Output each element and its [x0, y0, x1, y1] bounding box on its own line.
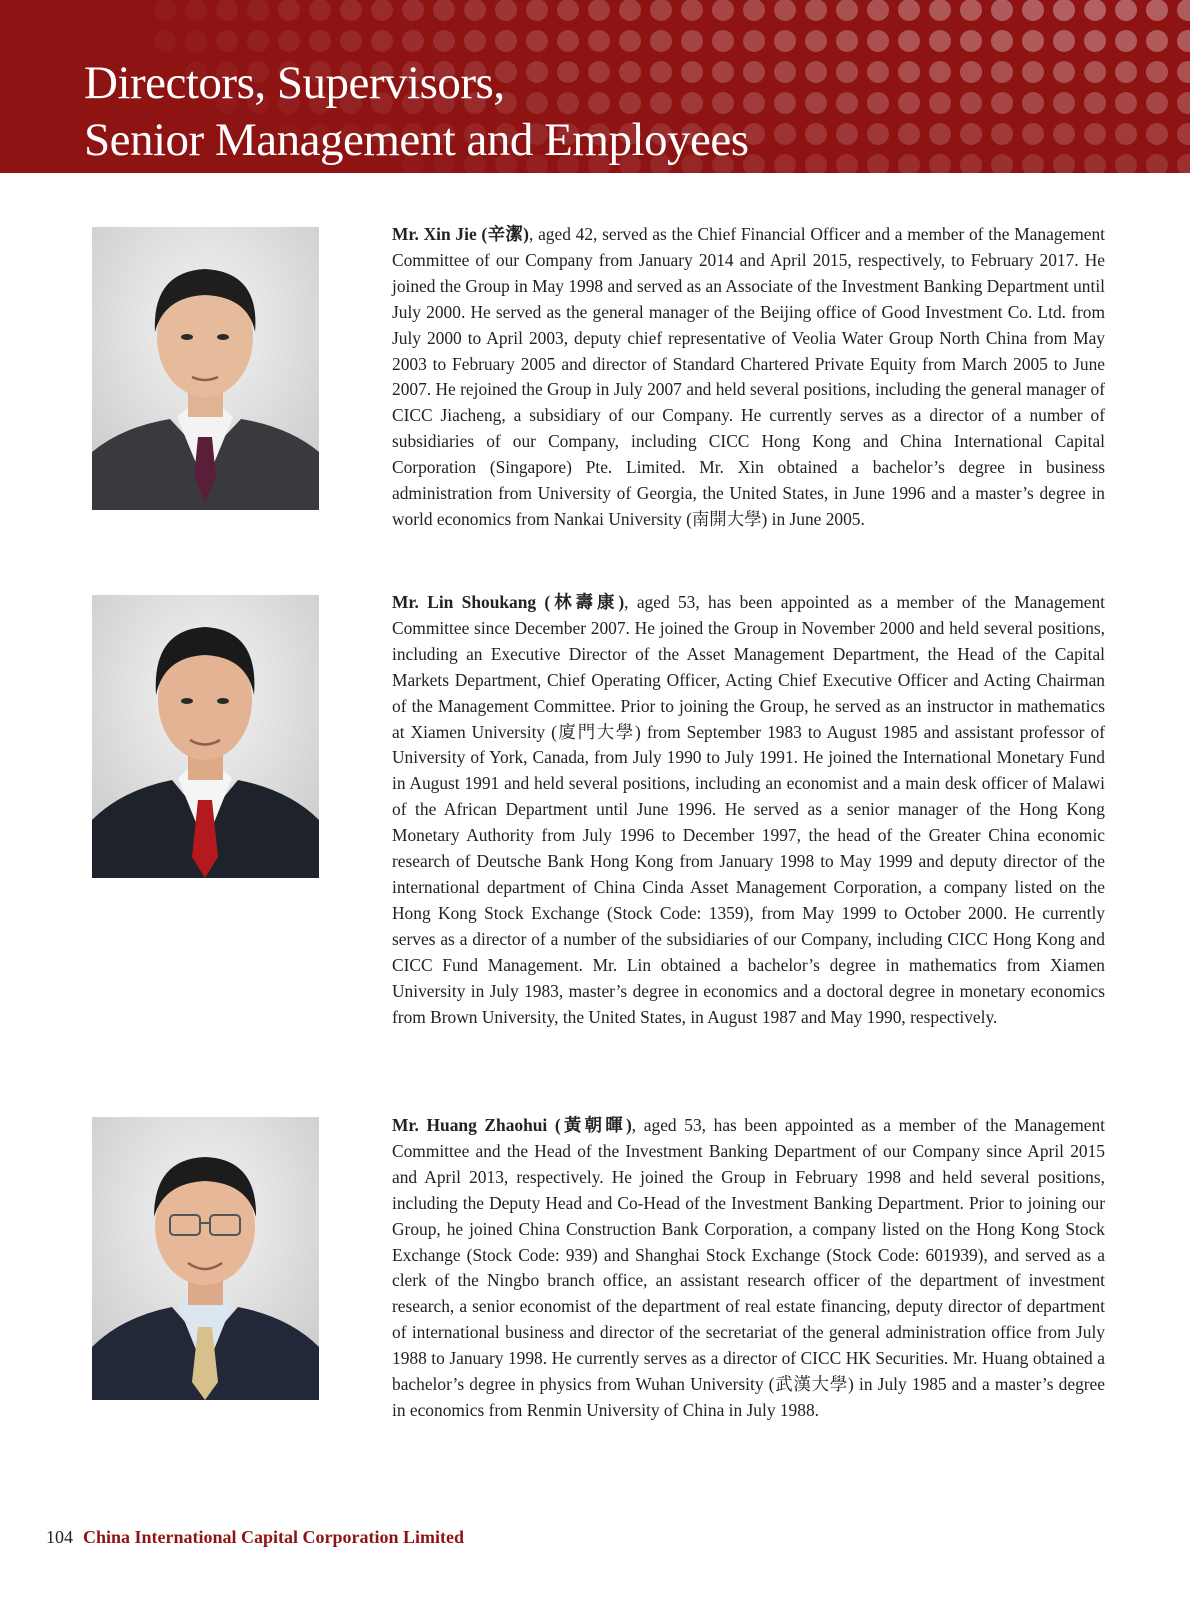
- decorative-dot: [588, 30, 610, 52]
- decorative-dot: [464, 30, 486, 52]
- decorative-dot: [991, 30, 1013, 52]
- decorative-dot: [588, 0, 610, 21]
- decorative-dot: [836, 154, 858, 173]
- decorative-dot: [1053, 154, 1075, 173]
- decorative-dot: [340, 30, 362, 52]
- decorative-dot: [867, 30, 889, 52]
- bio-name: Mr. Xin Jie (辛潔): [392, 224, 529, 244]
- decorative-dot: [402, 30, 424, 52]
- decorative-dot: [619, 30, 641, 52]
- decorative-dot: [154, 0, 176, 21]
- decorative-dot: [960, 154, 982, 173]
- decorative-dot: [836, 123, 858, 145]
- decorative-dot: [278, 30, 300, 52]
- decorative-dot: [836, 61, 858, 83]
- page-title-line-1: Directors, Supervisors,: [84, 57, 505, 109]
- decorative-dot: [433, 0, 455, 21]
- decorative-dot: [278, 0, 300, 21]
- decorative-dot: [960, 123, 982, 145]
- decorative-dot: [1177, 61, 1190, 83]
- decorative-dot: [1146, 61, 1168, 83]
- decorative-dot: [774, 92, 796, 114]
- decorative-dot: [1115, 154, 1137, 173]
- decorative-dot: [557, 0, 579, 21]
- decorative-dot: [960, 61, 982, 83]
- decorative-dot: [495, 30, 517, 52]
- decorative-dot: [836, 92, 858, 114]
- decorative-dot: [1115, 123, 1137, 145]
- decorative-dot: [1053, 123, 1075, 145]
- page-header-banner: [0, 0, 1190, 173]
- decorative-dot: [929, 0, 951, 21]
- bio-paragraph-lin-shoukang: [392, 590, 1105, 1030]
- decorative-dot: [1053, 61, 1075, 83]
- decorative-dot: [1022, 0, 1044, 21]
- decorative-dot: [1084, 0, 1106, 21]
- decorative-dot: [1146, 30, 1168, 52]
- decorative-dot: [557, 30, 579, 52]
- portrait-photo-lin-shoukang: [92, 595, 319, 878]
- portrait-photo-huang-zhaohui: [92, 1117, 319, 1400]
- decorative-dot: [681, 0, 703, 21]
- decorative-dot: [1022, 154, 1044, 173]
- decorative-dot: [247, 30, 269, 52]
- decorative-dot: [1053, 30, 1075, 52]
- decorative-dot: [464, 0, 486, 21]
- decorative-dot: [1115, 61, 1137, 83]
- decorative-dot: [1177, 154, 1190, 173]
- decorative-dot: [836, 30, 858, 52]
- decorative-dot: [402, 0, 424, 21]
- decorative-dot: [929, 123, 951, 145]
- decorative-dot: [650, 30, 672, 52]
- decorative-dot: [1053, 92, 1075, 114]
- decorative-dot: [185, 30, 207, 52]
- decorative-dot: [867, 92, 889, 114]
- decorative-dot: [929, 92, 951, 114]
- decorative-dot: [743, 30, 765, 52]
- decorative-dot: [650, 0, 672, 21]
- decorative-dot: [309, 0, 331, 21]
- decorative-dot: [247, 0, 269, 21]
- decorative-dot: [1146, 92, 1168, 114]
- decorative-dot: [991, 92, 1013, 114]
- decorative-dot: [805, 154, 827, 173]
- decorative-dot: [991, 123, 1013, 145]
- decorative-dot: [929, 61, 951, 83]
- bio-text: , aged 53, has been appointed as a member of the Management Committee since December 2007. He joined the Group in November 2000 and held several positions, including an Executive Director of the Asset Management Department, the Head of the Capital Markets Department, Chief Operating Officer, Acting Chief Executive Officer and Acting Chairman of the Management Committee. Prior to joining the Group, he served as an instructor in mathematics at Xiamen University (廈門大學) from September 1983 to August 1985 and assistant professor of University of York, Canada, from July 1990 to July 1991. He joined the International Monetary Fund in August 1991 and held several positions, including an economist and a main desk officer of Malawi of the African Department until June 1996. He served as a senior manager of the Hong Kong Monetary Authority from July 1996 to December 1997, the head of the Greater China economic research of Deutsche Bank Hong Kong from January 1998 to May 1999 and deputy director of the international department of China Cinda Asset Management Corporation, a company listed on the Hong Kong Stock Exchange (Stock Code: 1359), from May 1999 to October 2000. He currently serves as a director of a number of the subsidiaries of our Company, including CICC Hong Kong and CICC Fund Management. Mr. Lin obtained a bachelor’s degree in mathematics from Xiamen University in July 1983, master’s degree in economics and a doctoral degree in monetary economics from Brown University, the United States, in August 1987 and May 1990, respectively.: [392, 592, 1106, 1027]
- decorative-dot: [805, 61, 827, 83]
- decorative-dot: [1022, 30, 1044, 52]
- decorative-dot: [774, 123, 796, 145]
- decorative-dot: [929, 154, 951, 173]
- decorative-dot: [712, 0, 734, 21]
- decorative-dot: [1115, 0, 1137, 21]
- decorative-dot: [1022, 92, 1044, 114]
- decorative-dot: [216, 30, 238, 52]
- decorative-dot: [960, 92, 982, 114]
- decorative-dot: [743, 0, 765, 21]
- decorative-dot: [898, 0, 920, 21]
- page-title-line-2: Senior Management and Employees: [84, 114, 749, 166]
- decorative-dot: [309, 30, 331, 52]
- decorative-dot: [185, 0, 207, 21]
- decorative-dot: [867, 0, 889, 21]
- decorative-dot: [1146, 123, 1168, 145]
- decorative-dot: [774, 154, 796, 173]
- decorative-dot: [1084, 92, 1106, 114]
- decorative-dot: [1146, 154, 1168, 173]
- decorative-dot: [898, 30, 920, 52]
- decorative-dot: [526, 30, 548, 52]
- decorative-dot: [774, 30, 796, 52]
- decorative-dot: [1053, 0, 1075, 21]
- decorative-dot: [681, 30, 703, 52]
- decorative-dot: [619, 0, 641, 21]
- page-number: 104: [46, 1527, 73, 1547]
- decorative-dot: [1177, 123, 1190, 145]
- decorative-dot: [991, 154, 1013, 173]
- decorative-dot: [495, 0, 517, 21]
- decorative-dot: [1022, 61, 1044, 83]
- decorative-dot: [867, 61, 889, 83]
- portrait-photo-xin-jie: [92, 227, 319, 510]
- decorative-dot: [1115, 30, 1137, 52]
- decorative-dot: [1177, 92, 1190, 114]
- decorative-dot: [867, 123, 889, 145]
- page-footer: [46, 1527, 464, 1548]
- decorative-dot: [805, 123, 827, 145]
- decorative-dot: [867, 154, 889, 173]
- bio-paragraph-huang-zhaohui: [392, 1113, 1105, 1424]
- decorative-dot: [712, 30, 734, 52]
- decorative-dot: [340, 0, 362, 21]
- decorative-dot: [805, 30, 827, 52]
- page-title: [84, 55, 749, 169]
- decorative-dot: [526, 0, 548, 21]
- footer-company-name: China International Capital Corporation Limited: [83, 1527, 465, 1547]
- decorative-dot: [1022, 123, 1044, 145]
- bio-text: , aged 42, served as the Chief Financial Officer and a member of the Management Committee of our Company from January 2014 and April 2015, respectively, to February 2017. He joined the Group in May 1998 and served as an Associate of the Investment Banking Department until July 2000. He served as the general manager of the Beijing office of Good Investment Co. Ltd. from July 2000 to April 2003, deputy chief representative of Veolia Water Group North China from May 2003 to February 2005 and director of Standard Chartered Private Equity from March 2005 to June 2007. He rejoined the Group in July 2007 and held several positions, including the general manager of CICC Jiacheng, a subsidiary of our Company. He currently serves as a director of a number of subsidiaries of our Company, including CICC Hong Kong and China International Capital Corporation (Singapore) Pte. Limited. Mr. Xin obtained a bachelor’s degree in business administration from University of Georgia, the United States, in June 1996 and a master’s degree in world economics from Nankai University (南開大學) in June 2005.: [392, 224, 1105, 529]
- decorative-dot: [1084, 154, 1106, 173]
- decorative-dot: [1084, 61, 1106, 83]
- decorative-dot: [991, 61, 1013, 83]
- decorative-dot: [898, 61, 920, 83]
- bio-name: Mr. Lin Shoukang (林壽康): [392, 592, 625, 612]
- decorative-dot: [774, 61, 796, 83]
- decorative-dot: [1084, 123, 1106, 145]
- decorative-dot: [371, 30, 393, 52]
- decorative-dot: [960, 30, 982, 52]
- decorative-dot: [898, 92, 920, 114]
- decorative-dot: [216, 0, 238, 21]
- decorative-dot: [1177, 0, 1190, 21]
- decorative-dot: [898, 123, 920, 145]
- decorative-dot: [836, 0, 858, 21]
- decorative-dot: [1115, 92, 1137, 114]
- decorative-dot: [774, 0, 796, 21]
- bio-name: Mr. Huang Zhaohui (黃朝暉): [392, 1115, 632, 1135]
- decorative-dot: [371, 0, 393, 21]
- decorative-dot: [960, 0, 982, 21]
- decorative-dot: [929, 30, 951, 52]
- bio-text: , aged 53, has been appointed as a member of the Management Committee and the Head of the Investment Banking Department of our Company since April 2015 and April 2013, respectively. He joined the Group in February 1998 and held several positions, including the Deputy Head and Co-Head of the Investment Banking Department. Prior to joining our Group, he joined China Construction Bank Corporation, a company listed on the Hong Kong Stock Exchange (Stock Code: 939) and Shanghai Stock Exchange (Stock Code: 601939), and served as a clerk of the Ningbo branch office, an assistant research officer of the department of investment research, a senior economist of the department of real estate financing, deputy director of department of international business and director of the secretariat of the general administration office from July 1988 to January 1998. He currently serves as a director of CICC HK Securities. Mr. Huang obtained a bachelor’s degree in physics from Wuhan University (武漢大學) in July 1985 and a master’s degree in economics from Renmin University of China in July 1988.: [392, 1115, 1105, 1420]
- decorative-dot: [1177, 30, 1190, 52]
- bio-paragraph-xin-jie: [392, 222, 1105, 533]
- decorative-dot: [898, 154, 920, 173]
- decorative-dot: [1146, 0, 1168, 21]
- decorative-dot: [154, 30, 176, 52]
- decorative-dot: [433, 30, 455, 52]
- decorative-dot: [1084, 30, 1106, 52]
- decorative-dot: [805, 92, 827, 114]
- decorative-dot: [805, 0, 827, 21]
- decorative-dot: [991, 0, 1013, 21]
